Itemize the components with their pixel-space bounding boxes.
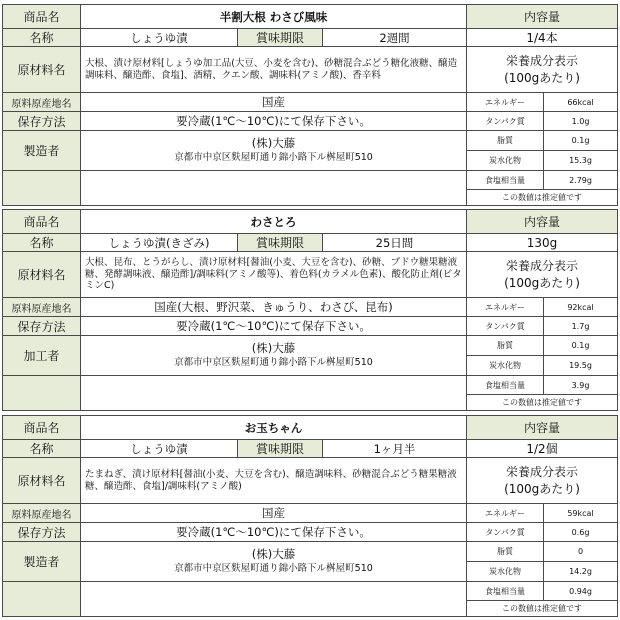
type-value: しょうゆ漬(きざみ) [81, 234, 238, 252]
maker-info [81, 336, 467, 376]
blank-value-cell [81, 376, 467, 411]
storage-label: 保存方法 [3, 523, 81, 542]
maker-address: 京都市中京区麩屋町通り錦小路下ル桝屋町510 [174, 357, 373, 368]
origin-value: 国産 [81, 93, 467, 112]
product-name: 半割大根 わさび風味 [81, 5, 467, 29]
ingredients-value: たまねぎ、漬け原材料[醤油(小麦、大豆を含む)、醸造調味料、砂糖混合ぶどう糖果糖液糖、醸造酢、食塩]/調味料(アミノ酸) [81, 458, 467, 504]
maker-label: 製造者 [3, 131, 81, 171]
product-label-panel-3 [2, 415, 617, 617]
nutrition-sub: (100gあたり) [504, 275, 580, 290]
nutrient-name: 脂質 [467, 131, 544, 151]
storage-label: 保存方法 [3, 317, 81, 336]
nutrient-name: 食塩相当量 [467, 376, 544, 395]
nutrition-title: 栄養成分表示 [506, 258, 579, 273]
product-name-label: 商品名 [3, 5, 81, 29]
origin-label: 原料原産地名 [3, 298, 81, 317]
nutrient-name: 食塩相当量 [467, 582, 544, 601]
blank-label-cell [3, 171, 81, 206]
expiry-label: 賞味期限 [238, 29, 323, 47]
nutrient-name: タンパク質 [467, 523, 544, 542]
maker-label: 加工者 [3, 336, 81, 376]
nutrient-value: 0.6g [544, 523, 618, 542]
nutrition-title: 栄養成分表示 [506, 464, 579, 479]
origin-value: 国産(大根、野沢菜、きゅうり、わさび、昆布) [81, 298, 467, 317]
nutrition-title: 栄養成分表示 [506, 53, 579, 68]
product-label-panel-1 [2, 4, 617, 206]
type-value: しょうゆ漬 [81, 29, 238, 47]
expiry-label: 賞味期限 [238, 440, 323, 458]
content-header: 内容量 [467, 210, 618, 234]
nutrition-heading [467, 47, 618, 93]
nutrient-name: タンパク質 [467, 317, 544, 336]
storage-value: 要冷蔵(1℃〜10℃)にて保存下さい。 [81, 112, 467, 131]
origin-value: 国産 [81, 504, 467, 523]
nutrient-name: エネルギー [467, 93, 544, 112]
blank-value-cell [81, 171, 467, 206]
label-table [2, 209, 618, 411]
estimate-note: この数値は推定値です [467, 395, 618, 411]
storage-value: 要冷蔵(1℃〜10℃)にて保存下さい。 [81, 523, 467, 542]
content-value: 1/4本 [467, 29, 618, 47]
origin-label: 原料原産地名 [3, 93, 81, 112]
nutrient-name: エネルギー [467, 504, 544, 523]
ingredients-label: 原材料名 [3, 47, 81, 93]
blank-value-cell [81, 582, 467, 617]
blank-label-cell [3, 376, 81, 411]
nutrient-value: 92kcal [544, 298, 618, 317]
content-value: 130g [467, 234, 618, 252]
maker-name: (株)大藤 [251, 341, 296, 355]
nutrient-value: 14.2g [544, 562, 618, 582]
nutrient-name: エネルギー [467, 298, 544, 317]
type-label: 名称 [3, 29, 81, 47]
ingredients-value: 大根、昆布、とうがらし、漬け原材料[醤油(小麦、大豆を含む)、砂糖、ブドウ糖果糖液糖、発酵調味液、醸造酢]/調味料(アミノ酸等)、着色料(カラメル色素)、酸化防止剤(ビタミンC) [81, 252, 467, 298]
type-value: しょうゆ漬 [81, 440, 238, 458]
maker-name: (株)大藤 [251, 547, 296, 561]
estimate-note: この数値は推定値です [467, 190, 618, 206]
nutrient-value: 1.0g [544, 112, 618, 131]
product-name: お玉ちゃん [81, 416, 467, 440]
type-label: 名称 [3, 440, 81, 458]
nutrition-sub: (100gあたり) [504, 70, 580, 85]
content-value: 1/2個 [467, 440, 618, 458]
nutrition-heading [467, 458, 618, 504]
product-name-label: 商品名 [3, 210, 81, 234]
ingredients-value: 大根、漬け原材料[しょうゆ加工品(大豆、小麦を含む)、砂糖混合ぶどう糖化液糖、醸造調味料、醸造酢、食塩]、酒精、クエン酸、調味料(アミノ酸)、香辛料 [81, 47, 467, 93]
nutrient-name: 炭水化物 [467, 151, 544, 171]
nutrient-name: 食塩相当量 [467, 171, 544, 190]
product-label-panel-2 [2, 209, 617, 411]
nutrient-value: 66kcal [544, 93, 618, 112]
estimate-note: この数値は推定値です [467, 601, 618, 617]
nutrient-value: 1.7g [544, 317, 618, 336]
nutrient-name: 脂質 [467, 542, 544, 562]
product-name: わさとろ [81, 210, 467, 234]
storage-value: 要冷蔵(1℃〜10℃)にて保存下さい。 [81, 317, 467, 336]
label-table [2, 415, 618, 617]
nutrient-value: 0.1g [544, 131, 618, 151]
product-name-label: 商品名 [3, 416, 81, 440]
expiry-value: 25日間 [323, 234, 467, 252]
nutrient-value: 0.1g [544, 336, 618, 356]
content-header: 内容量 [467, 5, 618, 29]
origin-label: 原料原産地名 [3, 504, 81, 523]
nutrient-value: 0.94g [544, 582, 618, 601]
blank-label-cell [3, 582, 81, 617]
maker-label: 製造者 [3, 542, 81, 582]
expiry-value: 1ヶ月半 [323, 440, 467, 458]
nutrient-value: 59kcal [544, 504, 618, 523]
type-label: 名称 [3, 234, 81, 252]
storage-label: 保存方法 [3, 112, 81, 131]
nutrient-value: 15.3g [544, 151, 618, 171]
maker-address: 京都市中京区麩屋町通り錦小路下ル桝屋町510 [174, 563, 373, 574]
nutrient-name: タンパク質 [467, 112, 544, 131]
nutrient-value: 3.9g [544, 376, 618, 395]
nutrient-name: 脂質 [467, 336, 544, 356]
nutrition-sub: (100gあたり) [504, 481, 580, 496]
label-table [2, 4, 618, 206]
nutrition-heading [467, 252, 618, 298]
nutrient-value: 19.5g [544, 356, 618, 376]
ingredients-label: 原材料名 [3, 458, 81, 504]
expiry-value: 2週間 [323, 29, 467, 47]
ingredients-label: 原材料名 [3, 252, 81, 298]
maker-info [81, 131, 467, 171]
maker-address: 京都市中京区麩屋町通り錦小路下ル桝屋町510 [174, 152, 373, 163]
maker-name: (株)大藤 [251, 136, 296, 150]
nutrient-name: 炭水化物 [467, 562, 544, 582]
content-header: 内容量 [467, 416, 618, 440]
nutrient-value: 0 [544, 542, 618, 562]
nutrient-name: 炭水化物 [467, 356, 544, 376]
expiry-label: 賞味期限 [238, 234, 323, 252]
nutrient-value: 2.79g [544, 171, 618, 190]
maker-info [81, 542, 467, 582]
